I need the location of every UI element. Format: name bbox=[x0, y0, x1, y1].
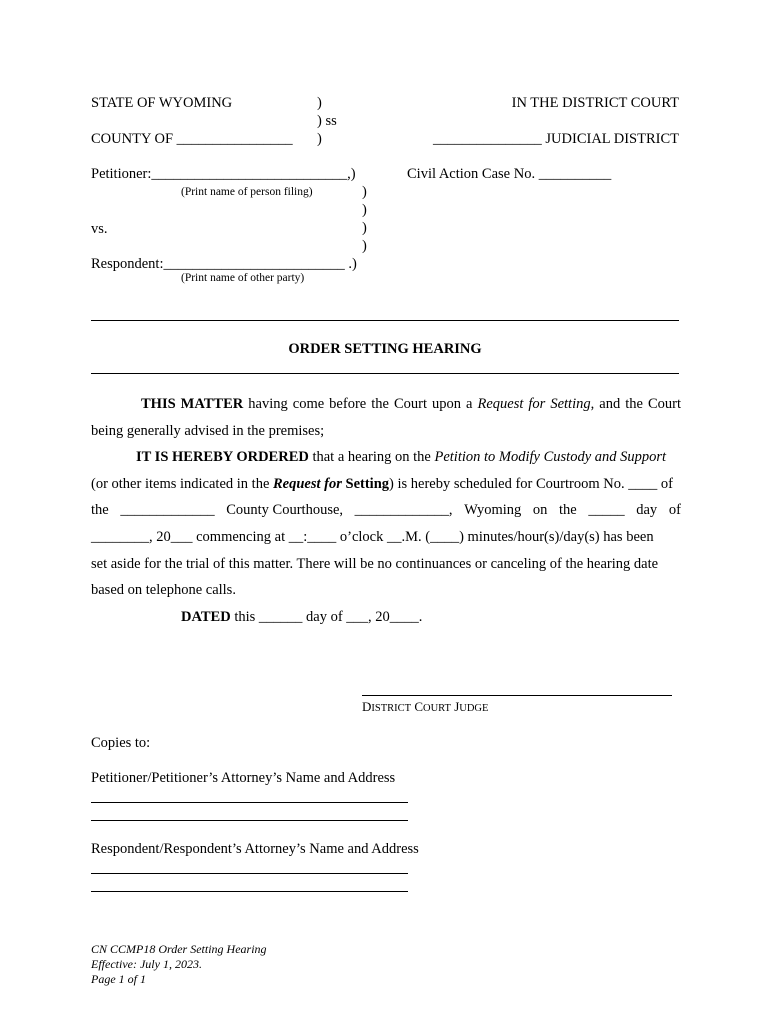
body-line-2: being generally advised in the premises; bbox=[91, 423, 325, 439]
petition-title: Petition to Modify Custody and Support bbox=[434, 449, 667, 465]
page-number: Page 1 of 1 bbox=[91, 972, 146, 986]
footer bbox=[91, 942, 267, 987]
petitioner-address-line-2[interactable] bbox=[91, 820, 408, 821]
request-for-emph: Request for bbox=[273, 476, 342, 492]
court-label: IN THE DISTRICT COURT bbox=[511, 95, 679, 111]
petitioner-field[interactable]: Petitioner:___________________________,) bbox=[91, 166, 356, 182]
petitioner-address-line-1[interactable] bbox=[91, 802, 408, 803]
ordered-lead: IT IS HEREBY ORDERED bbox=[136, 449, 309, 465]
this-matter-lead: THIS MATTER bbox=[141, 396, 244, 412]
ss-marker: ) ss bbox=[317, 113, 337, 129]
bottom-divider bbox=[91, 373, 679, 374]
petitioner-copy-label: Petitioner/Petitioner’s Attorney’s Name and Address bbox=[91, 770, 396, 786]
body-line-8: based on telephone calls. bbox=[91, 582, 236, 598]
city-blank[interactable]: _____________, bbox=[354, 502, 453, 518]
respondent-address-line-2[interactable] bbox=[91, 891, 408, 892]
body-text: that a hearing on the bbox=[308, 449, 435, 465]
setting-emph: Setting bbox=[345, 476, 390, 492]
respondent-address-line-1[interactable] bbox=[91, 873, 408, 874]
word: Wyoming bbox=[464, 502, 522, 518]
word: the bbox=[559, 502, 577, 518]
petitioner-note: (Print name of person filing) bbox=[181, 186, 313, 198]
word: the bbox=[91, 502, 109, 518]
dated-blanks[interactable]: this ______ day of ___, 20____. bbox=[230, 609, 423, 625]
body-line-4 bbox=[91, 477, 681, 492]
county-field[interactable]: COUNTY OF ________________ bbox=[91, 131, 293, 147]
body-line-3 bbox=[91, 450, 681, 465]
body-line-5 bbox=[91, 503, 681, 518]
county-blank[interactable]: _____________ bbox=[120, 502, 215, 518]
respondent-note: (Print name of other party) bbox=[181, 272, 305, 284]
respondent-field[interactable]: Respondent:_________________________ .) bbox=[91, 256, 357, 272]
caption-paren: ) bbox=[362, 220, 367, 236]
body-line-7: set aside for the trial of this matter. There will be no continuances or canceling of the hearing date bbox=[91, 556, 659, 572]
body-line-1 bbox=[91, 397, 681, 412]
vs-label: vs. bbox=[91, 221, 108, 237]
top-divider bbox=[91, 320, 679, 321]
word: on bbox=[532, 502, 548, 518]
word: day bbox=[636, 502, 658, 518]
body-text: having come before the Court upon a bbox=[243, 396, 478, 412]
dated-line[interactable] bbox=[91, 610, 681, 625]
caption-paren: ) bbox=[362, 238, 367, 254]
signature-caption: DISTRICT COURT JUDGE bbox=[362, 699, 489, 714]
caption-paren: ) bbox=[317, 95, 322, 111]
caption-paren: ) bbox=[362, 184, 367, 200]
signature-line[interactable] bbox=[362, 695, 672, 696]
respondent-copy-label: Respondent/Respondent’s Attorney’s Name and Address bbox=[91, 841, 419, 857]
form-id: CN CCMP18 Order Setting Hearing bbox=[91, 942, 267, 956]
judicial-district-field[interactable]: _______________ JUDICIAL DISTRICT bbox=[433, 131, 679, 147]
word: County Courthouse, bbox=[226, 502, 344, 518]
caption-paren: ) bbox=[362, 202, 367, 218]
body-line-6[interactable]: ________, 20___ commencing at __:____ o’clock __.M. (____) minutes/hour(s)/day(s) has been bbox=[91, 529, 654, 545]
effective-date: Effective: July 1, 2023. bbox=[91, 957, 202, 971]
document-title: ORDER SETTING HEARING bbox=[288, 341, 482, 357]
body-text: (or other items indicated in the bbox=[91, 476, 274, 492]
body-text: , and the Court bbox=[590, 396, 681, 412]
copies-heading: Copies to: bbox=[91, 735, 151, 751]
courtroom-field[interactable]: ) is hereby scheduled for Courtroom No. ____ of bbox=[389, 476, 673, 492]
day-blank[interactable]: _____ bbox=[588, 502, 625, 518]
state-label: STATE OF WYOMING bbox=[91, 95, 233, 111]
caption-paren: ) bbox=[317, 131, 322, 147]
case-number-field[interactable]: Civil Action Case No. __________ bbox=[407, 166, 612, 182]
request-for-setting: Request for Setting bbox=[477, 396, 591, 412]
word: of bbox=[668, 502, 681, 518]
dated-lead: DATED bbox=[181, 609, 231, 625]
